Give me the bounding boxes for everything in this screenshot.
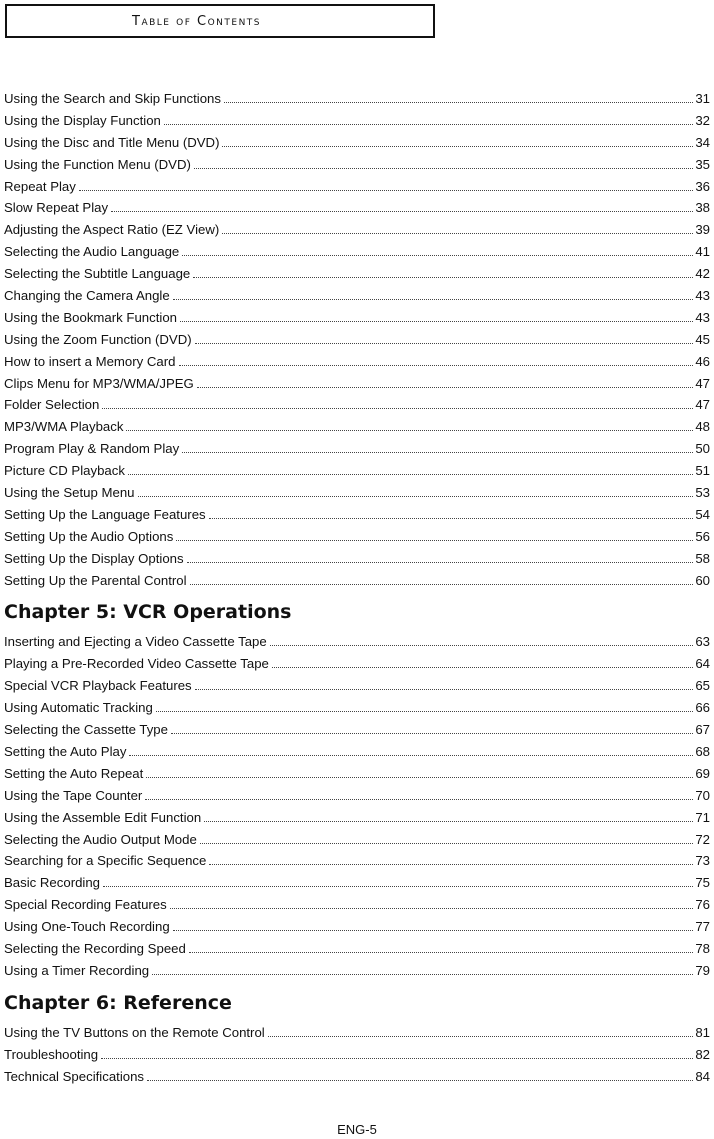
toc-entry-page: 63 [695,634,710,650]
dot-leader [179,365,694,366]
toc-entry [4,197,710,219]
chapter-heading: Chapter 6: Reference [4,991,232,1014]
toc-entry-page: 51 [695,463,710,479]
dot-leader [200,843,694,844]
toc-entry-page: 47 [695,375,710,391]
dot-leader [272,667,693,668]
toc-entry [4,88,710,110]
toc-entry [4,1044,710,1066]
toc-entry-title: Playing a Pre-Recorded Video Cassette Tape [4,656,269,672]
toc-entry [4,960,710,982]
toc-entry [4,110,710,132]
toc-entry-title: Using the Assemble Edit Function [4,809,202,825]
toc-entry-title: Searching for a Specific Sequence [4,853,207,869]
toc-entry-page: 48 [695,419,710,435]
toc-entry-title: How to insert a Memory Card [4,353,176,369]
toc-entry-title: Folder Selection [4,397,100,413]
toc-entry-title: Using the Search and Skip Functions [4,91,221,106]
dot-leader [204,821,693,822]
toc-entry-page: 72 [695,831,710,847]
toc-entry-page: 38 [695,200,710,216]
toc-entry [4,719,710,741]
dot-leader [171,733,693,734]
toc-entry-title: Repeat Play [4,178,76,194]
toc-entry [4,504,710,526]
toc-entry [4,785,710,807]
dot-leader [164,124,693,125]
dot-leader [195,343,694,344]
dot-leader [173,299,694,300]
toc-entry-page: 50 [695,441,710,457]
dot-leader [102,408,693,409]
toc-entry-title: Setting Up the Parental Control [4,572,187,588]
dot-leader [176,540,693,541]
toc-entry [4,263,710,285]
toc-entry-title: Selecting the Subtitle Language [4,266,191,282]
toc-entry-page: 76 [695,897,710,913]
dot-leader [209,518,694,519]
toc-entry-title: Using the TV Buttons on the Remote Control [4,1024,265,1040]
toc-header-box [5,4,435,38]
dot-leader [195,689,694,690]
toc-entry-page: 53 [695,485,710,501]
toc-entry-page: 34 [695,134,710,150]
dot-leader [138,496,694,497]
toc-entry-title: MP3/WMA Playback [4,419,124,435]
dot-leader [182,255,693,256]
dot-leader [146,777,693,778]
toc-entry-title: Using Automatic Tracking [4,700,153,716]
toc-entry-page: 69 [695,765,710,781]
toc-entry-page: 73 [695,853,710,869]
toc-entry [4,697,710,719]
dot-leader [147,1080,693,1081]
toc-entry [4,763,710,785]
toc-entry [4,416,710,438]
toc-entry [4,894,710,916]
toc-entry-title: Using One-Touch Recording [4,919,170,935]
toc-entry-page: 31 [695,91,710,106]
toc-entry [4,132,710,154]
dot-leader [197,387,694,388]
toc-entry [4,307,710,329]
toc-entry-title: Using the Bookmark Function [4,309,177,325]
toc-entry [4,154,710,176]
toc-entry-page: 66 [695,700,710,716]
page-title: Table of Contents [132,13,262,29]
dot-leader [111,211,693,212]
dot-leader [189,952,694,953]
toc-entry [4,526,710,548]
toc-entry-title: Picture CD Playback [4,463,125,479]
toc-entry-page: 77 [695,919,710,935]
dot-leader [170,908,694,909]
toc-entry-page: 79 [695,962,710,978]
dot-leader [173,930,694,931]
toc-entry-title: Setting Up the Audio Options [4,528,174,544]
toc-entry [4,548,710,570]
dot-leader [222,146,693,147]
dot-leader [270,645,694,646]
toc-entry [4,351,710,373]
toc-entry [4,241,710,263]
toc-entry-title: Setting Up the Display Options [4,550,184,566]
toc-entry-title: Using the Zoom Function (DVD) [4,331,192,347]
page-number: ENG-5 [337,1122,377,1137]
toc-entry [4,1066,710,1088]
toc-entry-page: 45 [695,331,710,347]
toc-entry-page: 41 [695,244,710,260]
toc-entry-page: 82 [695,1046,710,1062]
dot-leader [182,452,693,453]
toc-entry [4,741,710,763]
toc-entry-page: 71 [695,809,710,825]
toc-entry-page: 64 [695,656,710,672]
toc-entry-page: 46 [695,353,710,369]
chapter-heading: Chapter 5: VCR Operations [4,601,292,624]
toc-entry-page: 67 [695,722,710,738]
toc-entry [4,850,710,872]
toc-entry [4,1022,710,1044]
toc-entry-title: Using the Disc and Title Menu (DVD) [4,134,220,150]
toc-entry-title: Using the Tape Counter [4,787,143,803]
toc-entry-page: 32 [695,112,710,128]
toc-entry [4,460,710,482]
toc-entry-page: 81 [695,1024,710,1040]
toc-entry [4,329,710,351]
toc-entry-title: Special VCR Playback Features [4,678,192,694]
dot-leader [194,168,693,169]
dot-leader [187,562,694,563]
toc-entry-page: 42 [695,266,710,282]
toc-entry-title: Setting Up the Language Features [4,506,206,522]
toc-entry-title: Selecting the Recording Speed [4,940,186,956]
toc-entry [4,373,710,395]
toc-entry-title: Inserting and Ejecting a Video Cassette Tape [4,634,267,650]
dot-leader [193,277,693,278]
toc-entry-title: Using the Display Function [4,112,161,128]
toc-entry-page: 35 [695,156,710,172]
dot-leader [268,1036,694,1037]
toc-entry-title: Selecting the Audio Language [4,244,180,260]
dot-leader [224,102,693,103]
toc-entry-page: 75 [695,875,710,891]
toc-entry [4,285,710,307]
dot-leader [126,430,693,431]
toc-entry-page: 78 [695,940,710,956]
toc-entry [4,653,710,675]
toc-entry-title: Using the Setup Menu [4,485,135,501]
toc-entry-title: Changing the Camera Angle [4,288,170,304]
toc-entry-title: Troubleshooting [4,1046,99,1062]
toc-entry-page: 70 [695,787,710,803]
toc-entry-title: Setting the Auto Repeat [4,765,144,781]
toc-entry-title: Adjusting the Aspect Ratio (EZ View) [4,222,220,238]
toc-entry [4,829,710,851]
dot-leader [152,974,693,975]
dot-leader [101,1058,693,1059]
dot-leader [209,864,693,865]
toc-entry-page: 54 [695,506,710,522]
toc-entry-page: 43 [695,309,710,325]
toc-entry [4,176,710,198]
toc-entry-page: 60 [695,572,710,588]
toc-entry-page: 58 [695,550,710,566]
toc-entry-title: Selecting the Cassette Type [4,722,168,738]
toc-entry-title: Technical Specifications [4,1068,145,1084]
toc-entry-title: Slow Repeat Play [4,200,109,216]
toc-entry-page: 47 [695,397,710,413]
toc-entry [4,394,710,416]
dot-leader [222,233,693,234]
toc-entry-page: 39 [695,222,710,238]
dot-leader [79,190,693,191]
toc-entry [4,872,710,894]
dot-leader [156,711,694,712]
dot-leader [103,886,693,887]
toc-entry-page: 36 [695,178,710,194]
toc-entry-page: 65 [695,678,710,694]
toc-entry [4,675,710,697]
toc-entry [4,916,710,938]
toc-entry [4,938,710,960]
toc-entry [4,807,710,829]
toc-entry-title: Using a Timer Recording [4,962,150,978]
toc-entry-title: Using the Function Menu (DVD) [4,156,191,172]
toc-entry-title: Clips Menu for MP3/WMA/JPEG [4,375,194,391]
dot-leader [180,321,693,322]
toc-entry-title: Basic Recording [4,875,101,891]
toc-entry-page: 84 [695,1068,710,1084]
dot-leader [128,474,693,475]
toc-entry-title: Selecting the Audio Output Mode [4,831,197,847]
toc-entry-page: 56 [695,528,710,544]
dot-leader [129,755,693,756]
toc-entry-page: 68 [695,743,710,759]
toc-entry [4,219,710,241]
toc-entry [4,482,710,504]
toc-entry-title: Setting the Auto Play [4,743,127,759]
table-of-contents [4,88,710,1087]
toc-entry [4,438,710,460]
toc-entry-page: 43 [695,288,710,304]
toc-entry [4,631,710,653]
toc-entry-title: Program Play & Random Play [4,441,180,457]
toc-entry-title: Special Recording Features [4,897,167,913]
dot-leader [145,799,693,800]
dot-leader [190,584,694,585]
toc-entry [4,570,710,592]
